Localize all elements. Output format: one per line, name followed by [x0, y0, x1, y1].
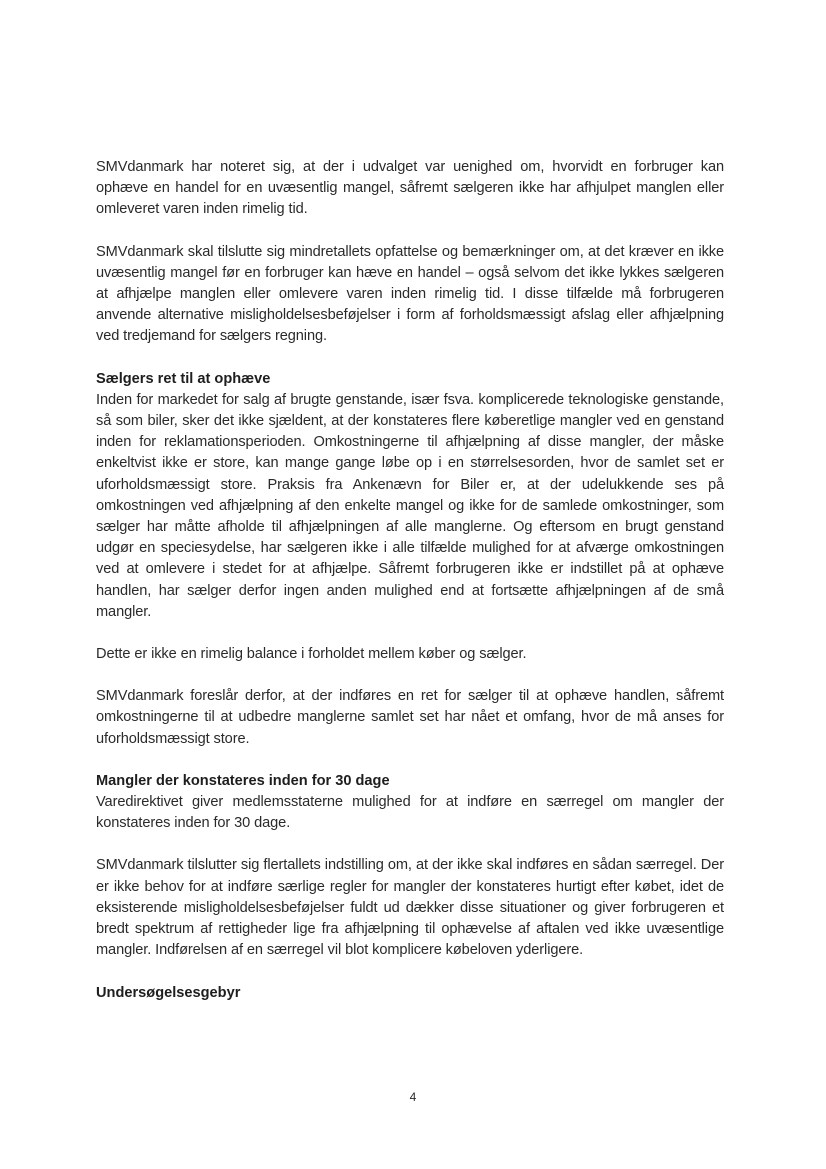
spacer	[96, 962, 724, 983]
paragraph-majority-view: SMVdanmark tilslutter sig flertallets indstilling om, at der ikke skal indføres en sådan særregel. Der er ikke behov for at indføre særlige regler for mangler der konstateres hurtigt efter købet, idet de eksisterende misligholdelsesbeføjelser fuldt ud dækker disse situationer og giver forbrugeren et bredt spektrum af rettigheder lige fra afhjælpning til ophævelse af aftalen ved ikke uvæsentlige mangler. Indførelsen af en særregel vil blot komplicere købeloven yderligere.	[96, 857, 724, 959]
paragraph-used-goods-market: Inden for markedet for salg af brugte genstande, især fsva. komplicerede teknologiske genstande, så som biler, sker det ikke sjældent, at der konstateres flere køberetlige mangler ved en genstand inden for reklamationsperioden. Omkostningerne til afhjælpning af disse mangler, der måske enkeltvist ikke er store, kan mange gange løbe op i en størrelsesorden, hvor de samlet set er uforholdsmæssigt store. Praksis fra Ankenævn for Biler er, at der udelukkende ses på omkostningen ved afhjælpning af den enkelte mangel og ikke for de samlede omkostninger, som sælger har måtte afholde til afhjælpningen af alle manglerne. Og eftersom en brugt genstand udgør en speciesydelse, har sælgeren ikke i alle tilfælde mulighed for at afværge omkostningen ved at omlevere i stedet for at afhjælpe. Såfremt forbrugeren ikke er indstillet på at ophæve handlen, har sælger derfor ingen anden mulighed end at fortsætte afhjælpningen af de små mangler.	[96, 391, 724, 620]
spacer	[96, 623, 724, 644]
spacer	[96, 665, 724, 686]
section-heading-seller-right: Sælgers ret til at ophæve	[96, 370, 271, 387]
section-heading-30-days: Mangler der konstateres inden for 30 dage	[96, 772, 390, 789]
paragraph-directive: Varedirektivet giver medlemsstaterne mulighed for at indføre en særregel om mangler der konstateres inden for 30 dage.	[96, 794, 724, 832]
section-heading-inspection-fee: Undersøgelsesgebyr	[96, 984, 241, 1001]
paragraph-minority-view: SMVdanmark skal tilslutte sig mindretallets opfattelse og bemærkninger om, at det kræver en ikke uvæsentlig mangel før en forbruger kan hæve en handel – også selvom det ikke lykkes sælgeren at afhjælpe manglen eller omlevere varen inden rimelig tid. I disse tilfælde må forbrugeren anvende alternative misligholdelsesbeføjelser i form af forholdsmæssigt afslag eller afhjælpning ved tredjemand for sælgers regning.	[96, 243, 724, 345]
spacer	[96, 221, 724, 242]
spacer	[96, 348, 724, 369]
page-number: 4	[409, 1090, 417, 1104]
paragraph-balance: Dette er ikke en rimelig balance i forholdet mellem køber og sælger.	[96, 646, 527, 663]
spacer	[96, 750, 724, 771]
paragraph-disagreement: SMVdanmark har noteret sig, at der i udvalget var uenighed om, hvorvidt en forbruger kan ophæve en handel for en uvæsentlig mangel, såfremt sælgeren ikke har afhjulpet manglen eller omleveret varen inden rimelig tid.	[96, 159, 724, 218]
document-body	[96, 157, 724, 1004]
paragraph-proposal: SMVdanmark foreslår derfor, at der indføres en ret for sælger til at ophæve handlen, såfremt omkostningerne til at udbedre manglerne samlet set har nået et omfang, hvor de må anses for uforholdsmæssigt store.	[96, 688, 724, 747]
spacer	[96, 834, 724, 855]
